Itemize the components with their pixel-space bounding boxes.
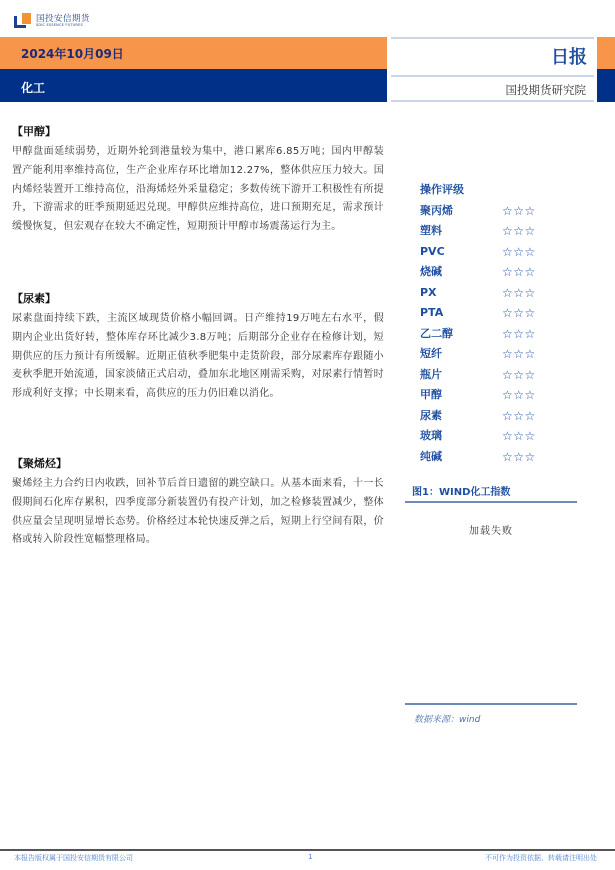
section-title: 【尿素】 — [12, 292, 56, 305]
rating-row — [420, 324, 560, 345]
star-rating-icon: ☆☆☆ — [502, 429, 536, 443]
figure-divider-bottom — [405, 703, 577, 705]
star-rating-icon: ☆☆☆ — [502, 408, 536, 423]
star-rating-icon: ☆☆☆ — [502, 203, 536, 218]
rating-row — [420, 344, 560, 365]
footer-divider — [0, 849, 615, 851]
footer-disclaimer: 不可作为投资依据，转载请注明出处 — [485, 854, 597, 862]
logo-name-en: SDIC ESSENCE FUTURES — [36, 23, 83, 27]
rating-label: 尿素 — [420, 408, 442, 422]
rating-row — [420, 283, 560, 304]
operation-ratings-table — [420, 180, 560, 467]
rating-label: 短纤 — [420, 347, 442, 360]
star-rating-icon: ☆☆☆ — [502, 224, 536, 238]
logo-icon — [14, 13, 31, 30]
star-rating-icon: ☆☆☆ — [502, 285, 536, 300]
star-rating-icon: ☆☆☆ — [502, 326, 536, 341]
rating-label: PVC — [420, 244, 445, 258]
rating-label: 乙二醇 — [420, 326, 453, 340]
section-body: 尿素盘面持续下跌，主流区域现货价格小幅回调。日产维持19万吨左右水平，假期内企业出货好转，整体库存环比减少3.8万吨；后期部分企业存在检修计划，短期供应的压力预计有所缓解。近期正值秋季肥集中走货阶段，部分尿素库存跟随小麦秋季肥开始流通，国家淡储正式启动，叠加东北地区刚需采购，对尿素行情暂时形成利好支撑；中长期来看，高供应的压力仍旧难以消化。 — [12, 313, 384, 400]
star-rating-icon: ☆☆☆ — [502, 306, 536, 320]
footer-copyright: 本报告版权属于国投安信期货有限公司 — [14, 854, 133, 862]
rating-row — [420, 262, 560, 283]
header-accent-navy — [597, 69, 615, 102]
section-body: 聚烯烃主力合约日内收跌，回补节后首日遗留的跳空缺口。从基本面来看，十一长假期间石化库存累积，四季度部分新装置仍有投产计划，加之检修装置减少，整体供应量会呈现明显增长态势。价格经过本轮快速反弹之后，短期上行空间有限，价格或转入阶段性宽幅整理格局。 — [12, 478, 384, 546]
rating-label: 烧碱 — [420, 265, 442, 278]
star-rating-icon: ☆☆☆ — [502, 244, 536, 259]
star-rating-icon: ☆☆☆ — [502, 388, 536, 402]
header-divider-bottom — [391, 100, 594, 102]
rating-row — [420, 303, 560, 324]
rating-row — [420, 242, 560, 263]
rating-row — [420, 201, 560, 222]
section-body: 甲醇盘面延续弱势，近期外轮到港量较为集中，港口累库6.85万吨；国内甲醇装置产能利用率维持高位，生产企业库存环比增加12.27%，整体供应压力较大。国内烯烃装置开工维持高位，沿海烯烃外采量稳定；多数传统下游开工积极性有所提升，下游需求的旺季预期延迟兑现。甲醇供应维持高位，进口预期充足，需求预计缓慢恢复，但宏观存在较大不确定性，短期预计甲醇市场震荡运行为主。 — [12, 146, 384, 233]
header-sector-bar — [0, 69, 387, 102]
section-methanol — [12, 125, 384, 237]
header-divider-top — [391, 37, 594, 39]
page-number: 1 — [308, 853, 313, 861]
rating-label: 瓶片 — [420, 367, 442, 381]
research-institute: 国投期货研究院 — [505, 83, 586, 97]
star-rating-icon: ☆☆☆ — [502, 265, 536, 279]
rating-row — [420, 426, 560, 447]
header-divider-middle — [391, 75, 594, 77]
header-accent-orange — [597, 37, 615, 69]
figure-divider-top — [405, 501, 577, 503]
report-type: 日报 — [551, 47, 587, 68]
section-polyolefin — [12, 457, 384, 550]
figure-source: 数据来源：wind — [414, 715, 481, 725]
rating-label: 纯碱 — [420, 449, 442, 463]
rating-row — [420, 221, 560, 242]
ratings-title: 操作评级 — [420, 183, 464, 196]
rating-label: PX — [420, 285, 437, 299]
star-rating-icon: ☆☆☆ — [502, 347, 536, 361]
rating-row — [420, 406, 560, 427]
rating-row — [420, 385, 560, 406]
section-title: 【聚烯烃】 — [12, 457, 67, 470]
star-rating-icon: ☆☆☆ — [502, 449, 536, 464]
logo-name-cn: 国投安信期货 — [36, 13, 91, 24]
rating-label: 聚丙烯 — [420, 203, 453, 217]
star-rating-icon: ☆☆☆ — [502, 367, 536, 382]
figure-load-failed-text: 加载失败 — [469, 526, 513, 537]
rating-label: PTA — [420, 306, 444, 319]
rating-label: 塑料 — [420, 224, 442, 237]
company-logo — [14, 10, 90, 32]
rating-label: 玻璃 — [420, 429, 442, 442]
report-date: 2024年10月09日 — [21, 47, 124, 61]
rating-row — [420, 365, 560, 386]
report-sector: 化工 — [21, 81, 46, 95]
rating-label: 甲醇 — [420, 388, 442, 401]
figure-caption: 图1：WIND化工指数 — [412, 487, 511, 498]
section-urea — [12, 292, 384, 404]
section-title: 【甲醇】 — [12, 125, 56, 138]
rating-row — [420, 447, 560, 468]
